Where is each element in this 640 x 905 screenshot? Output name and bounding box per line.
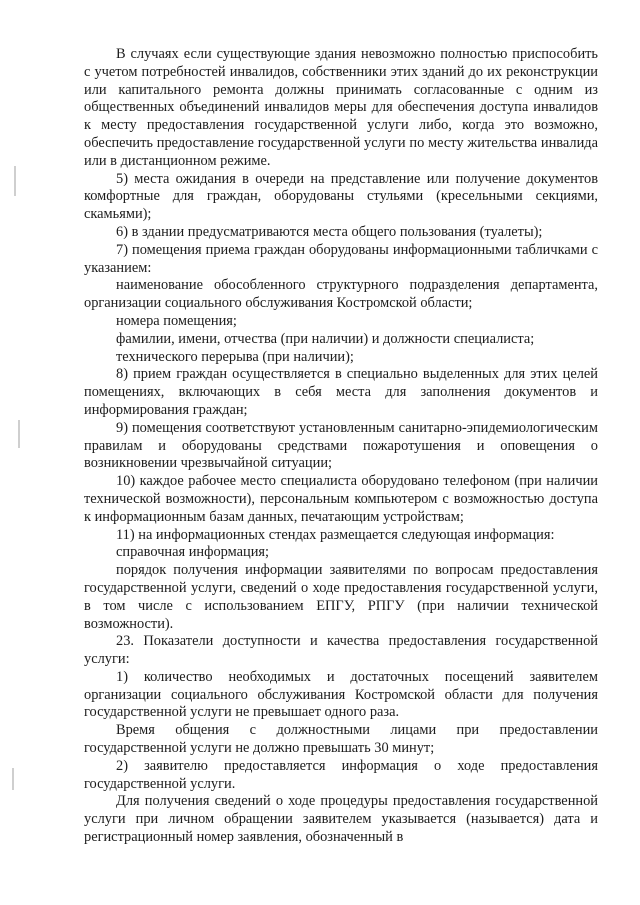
paragraph: 8) прием граждан осуществляется в специально выделенных для этих целей помещениях, включающих в себя места для заполнения документов и информирования граждан; — [84, 366, 598, 418]
paragraph: 1) количество необходимых и достаточных посещений заявителем организации социального обслуживания Костромской области для получения государственной услуги не превышает одного раза. — [84, 668, 598, 721]
paragraph: наименование обособленного структурного подразделения департамента, организации социального обслуживания Костромской области; — [84, 277, 598, 312]
paragraph: фамилии, имени, отчества (при наличии) и должности специалиста; — [116, 330, 535, 347]
paragraph: 6) в здании предусматриваются места общего пользования (туалеты); — [116, 223, 543, 240]
paragraph: 11) на информационных стендах размещается следующая информация: — [116, 526, 555, 543]
paragraph: 5) места ожидания в очереди на представление или получение документов комфортные для граждан, оборудованы стульями (кресельными секциями, скамьями); — [84, 170, 598, 223]
paragraph: В случаях если существующие здания невозможно полностью приспособить с учетом потребностей инвалидов, собственники этих зданий до их реконструкции или капитального ремонта должны принимать согласованные с одним из общественных объединений инвалидов меры для обеспечения доступа инвалидов к месту предоставления государственной услуги либо, когда это возможно, обеспечить предоставление государственной услуги по месту жительства инвалида или в дистанционном режиме. — [84, 46, 598, 169]
paragraph: 7) помещения приема граждан оборудованы информационными табличками с указанием: — [84, 241, 598, 276]
paragraph: технического перерыва (при наличии); — [116, 348, 354, 365]
paragraph: 10) каждое рабочее место специалиста оборудовано телефоном (при наличии технической возможности), персональным компьютером с возможностью доступа к информационным базам данных, печатающим устройствам; — [84, 473, 598, 525]
paragraph: 2) заявителю предоставляется информация о ходе предоставления государственной услуги. — [84, 757, 598, 792]
paragraph: справочная информация; — [116, 544, 270, 561]
scan-artifact — [14, 166, 16, 196]
paragraph: порядок получения информации заявителями по вопросам предоставления государственной услуги, сведений о ходе предоставления государственной услуги, в том числе с использованием ЕПГУ, РПГУ (при наличии технической возможности). — [84, 562, 598, 632]
paragraph: 23. Показатели доступности и качества предоставления государственной услуги: — [84, 633, 598, 668]
scan-artifact — [12, 768, 14, 790]
paragraph: 9) помещения соответствуют установленным санитарно-эпидемиологическим правилам и оборудованы средствами пожаротушения и оповещения о возникновении чрезвычайной ситуации; — [84, 419, 598, 472]
paragraph: Для получения сведений о ходе процедуры предоставления государственной услуги при личном обращении заявителем указывается (называется) дата и регистрационный номер заявления, обозначенный в — [84, 793, 598, 846]
document-body — [84, 46, 598, 847]
scan-artifact — [18, 420, 20, 448]
paragraph: Время общения с должностными лицами при предоставлении государственной услуги не должно превышать 30 минут; — [84, 722, 598, 757]
paragraph: номера помещения; — [116, 312, 237, 329]
